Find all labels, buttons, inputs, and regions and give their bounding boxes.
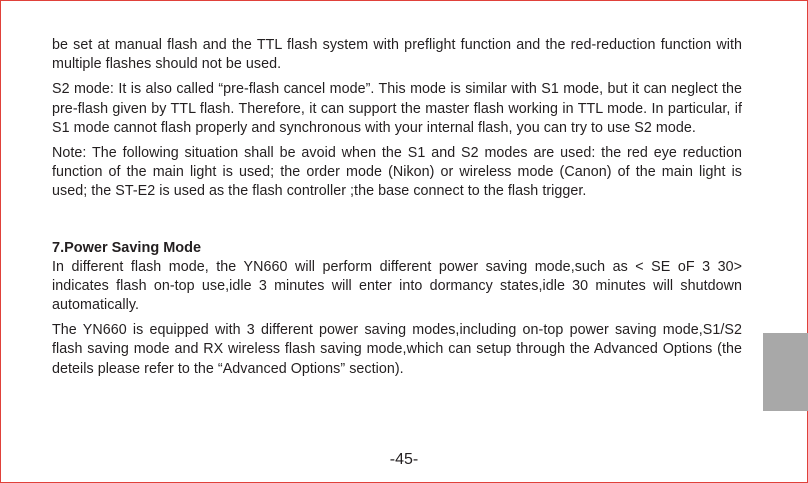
- paragraph-note: Note: The following situation shall be avoid when the S1 and S2 modes are used: the red eye reduction function of the main light is used; the order mode (Nikon) or wireless mode (Canon) of the main light is used; the ST-E2 is used as the flash controller ;the base connect to the flash trigger.: [52, 145, 742, 200]
- paragraph-power-saving-modes: The YN660 is equipped with 3 different power saving modes,including on-top power saving mode,S1/S2 flash saving mode and RX wireless flash saving mode,which can setup through the Advanced Options (the deteils please refer to the “Advanced Options” section).: [52, 322, 742, 377]
- paragraph-power-saving-description: In different flash mode, the YN660 will perform different power saving mode,such as < SE oF 3 30> indicates flash on-top use,idle 3 minutes will enter into dormancy states,idle 30 minutes will shutdown automatically.: [52, 258, 742, 314]
- paragraph-flash-continuation: be set at manual flash and the TTL flash system with preflight function and the red-reduction function with multiple flashes should not be used.: [52, 37, 742, 73]
- page-content: [52, 36, 742, 379]
- section-heading: 7.Power Saving Mode: [52, 239, 202, 256]
- side-tab-marker: [763, 333, 808, 411]
- paragraph-s2-mode: S2 mode: It is also called “pre-flash cancel mode”. This mode is similar with S1 mode, but it can neglect the pre-flash given by TTL flash. Therefore, it can support the master flash working in TTL mode. In particular, if S1 mode cannot flash properly and synchronous with your internal flash, you can try to use S2 mode.: [52, 81, 742, 136]
- page-number: -45-: [389, 451, 419, 468]
